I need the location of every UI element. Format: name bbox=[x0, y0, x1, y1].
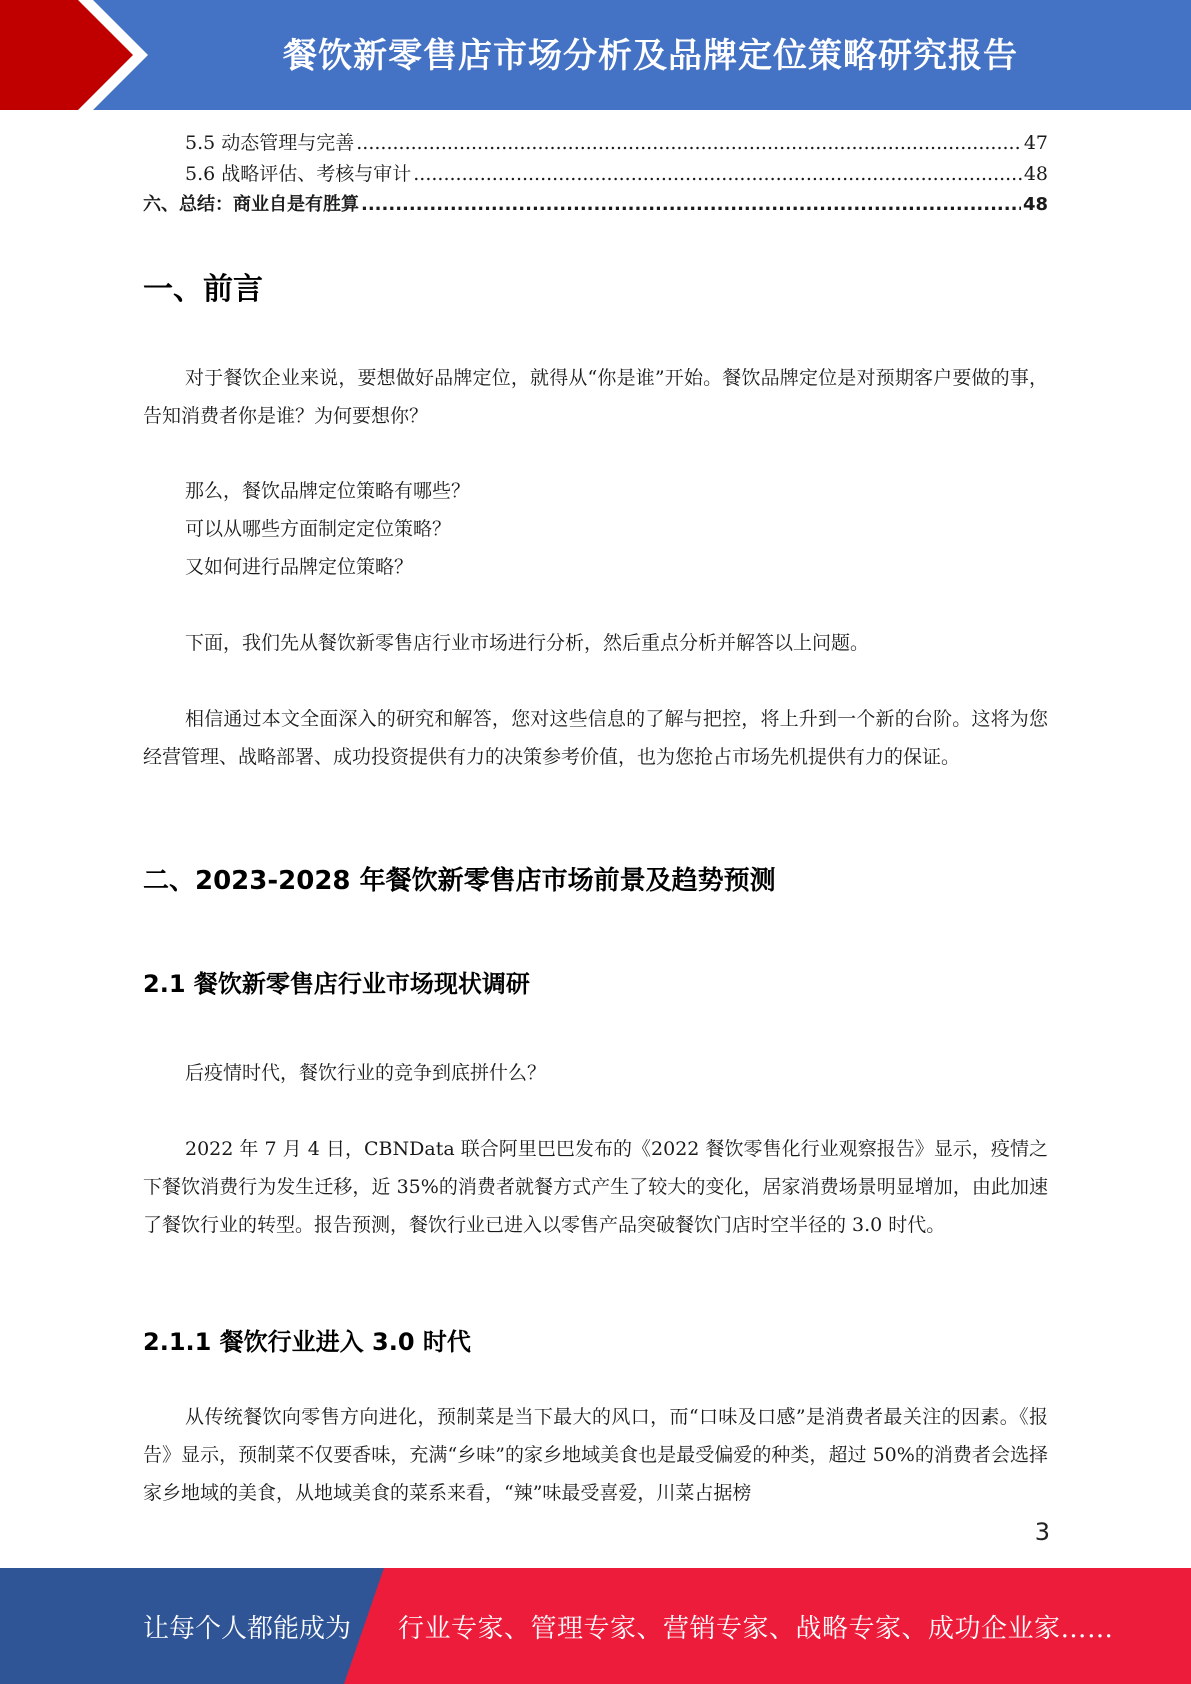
toc-item[interactable] bbox=[143, 193, 1048, 217]
question-line: 那么，餐饮品牌定位策略有哪些？ bbox=[185, 480, 471, 502]
heading-2-1-1: 2.1.1 餐饮行业进入 3.0 时代 bbox=[143, 1328, 471, 1356]
toc-item-page: 47 bbox=[1023, 132, 1048, 154]
toc-item-label: 5.5 动态管理与完善 bbox=[185, 132, 355, 154]
page-footer bbox=[0, 1568, 1191, 1684]
toc-item[interactable] bbox=[185, 131, 1048, 155]
header-arrow-decoration bbox=[0, 0, 160, 110]
toc-item-label: 六、总结：商业自是有胜算 bbox=[143, 194, 359, 215]
paragraph: 对于餐饮企业来说，要想做好品牌定位，就得从“你是谁”开始。餐饮品牌定位是对预期客户要做的事，告知消费者你是谁？为何要想你？ bbox=[143, 367, 1048, 427]
page-header bbox=[0, 0, 1191, 110]
footer-slogan-left: 让每个人都能成为 bbox=[143, 1613, 352, 1644]
question-line: 又如何进行品牌定位策略？ bbox=[185, 556, 414, 578]
toc-item-page: 48 bbox=[1023, 163, 1048, 185]
question-line: 可以从哪些方面制定定位策略？ bbox=[185, 518, 452, 540]
toc-item[interactable] bbox=[185, 162, 1048, 186]
heading-forecast: 二、2023-2028 年餐饮新零售店市场前景及趋势预测 bbox=[143, 866, 776, 896]
footer-slogan-right: 行业专家、管理专家、营销专家、战略专家、成功企业家…… bbox=[398, 1613, 1114, 1644]
report-title: 餐饮新零售店市场分析及品牌定位策略研究报告 bbox=[283, 35, 1018, 76]
paragraph: 相信通过本文全面深入的研究和解答，您对这些信息的了解与把控，将上升到一个新的台阶。这将为您经营管理、战略部署、成功投资提供有力的决策参考价值，也为您抢占市场先机提供有力的保证。 bbox=[143, 708, 1048, 768]
toc-leader-dots bbox=[356, 131, 1022, 155]
paragraph: 下面，我们先从餐饮新零售店行业市场进行分析，然后重点分析并解答以上问题。 bbox=[185, 632, 870, 654]
page-number: 3 bbox=[1034, 1518, 1050, 1546]
paragraph: 2022 年 7 月 4 日，CBNData 联合阿里巴巴发布的《2022 餐饮零售化行业观察报告》显示，疫情之下餐饮消费行为发生迁移，近 35%的消费者就餐方式产生了较大的变化，居家消费场景明显增加，由此加速了餐饮行业的转型。报告预测，餐饮行业已进入以零售产品突破餐饮门店时空半径的 3.0 时代。 bbox=[143, 1138, 1048, 1236]
toc-item-label: 5.6 战略评估、考核与审计 bbox=[185, 163, 412, 185]
toc-leader-dots bbox=[361, 193, 1021, 217]
paragraph: 从传统餐饮向零售方向进化，预制菜是当下最大的风口，而“口味及口感”是消费者最关注的因素。《报告》显示，预制菜不仅要香味，充满“乡味”的家乡地域美食也是最受偏爱的种类，超过 50%的消费者会选择家乡地域的美食，从地域美食的菜系来看，“辣”味最受喜爱，川菜占据榜 bbox=[143, 1406, 1048, 1504]
heading-2-1: 2.1 餐饮新零售店行业市场现状调研 bbox=[143, 970, 530, 998]
toc-leader-dots bbox=[413, 162, 1022, 186]
toc-item-page: 48 bbox=[1022, 194, 1048, 215]
paragraph: 后疫情时代，餐饮行业的竞争到底拼什么？ bbox=[185, 1062, 547, 1084]
heading-preface: 一、前言 bbox=[143, 272, 263, 307]
